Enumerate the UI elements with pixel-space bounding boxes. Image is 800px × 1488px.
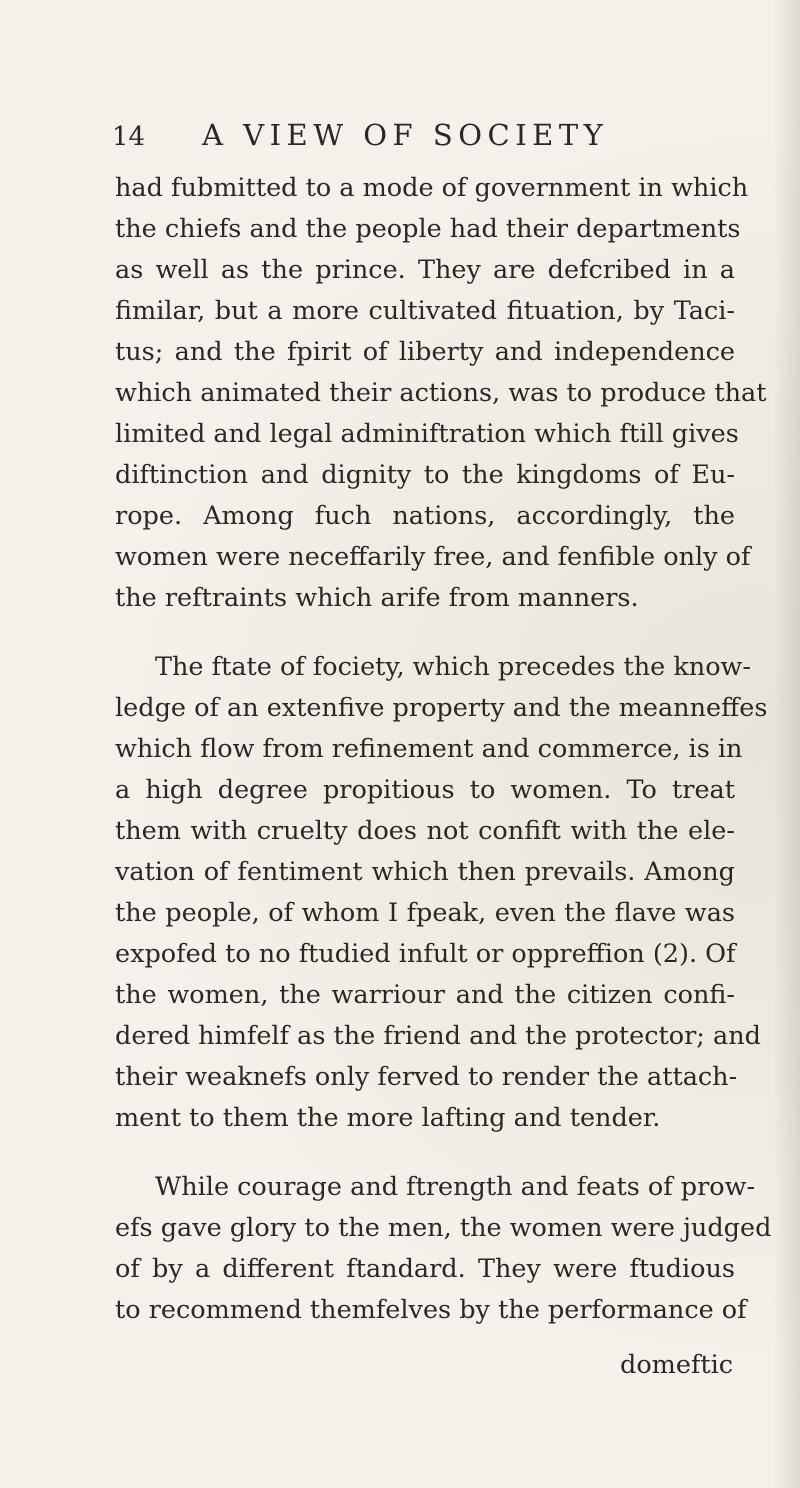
text-line: limited and legal adminiftration which ftill gives: [115, 419, 739, 449]
text-line: the chiefs and the people had their departments: [115, 214, 741, 244]
text-line: diftinction and dignity to the kingdoms of Eu-: [115, 460, 735, 490]
page-header: [112, 118, 732, 168]
text-line: as well as the prince. They are defcribed in a: [115, 255, 735, 285]
text-line: their weaknefs only ferved to render the attach-: [115, 1062, 738, 1092]
text-line: vation of fentiment which then prevails. Among: [115, 857, 735, 887]
body-text: [115, 168, 772, 1359]
paragraph-2: [115, 647, 768, 1139]
text-line: which animated their actions, was to produce that: [115, 378, 767, 408]
page-number: 14: [112, 122, 146, 152]
text-line: tus; and the fpirit of liberty and independence: [115, 337, 735, 367]
text-line: a high degree propitious to women. To treat: [115, 775, 735, 805]
text-line: ment to them the more lafting and tender.: [115, 1103, 661, 1133]
text-line: them with cruelty does not confift with the ele-: [115, 816, 735, 846]
text-line: ledge of an extenfive property and the meanneffes: [115, 693, 768, 723]
text-line: the people, of whom I fpeak, even the flave was: [115, 898, 735, 928]
text-line: the women, the warriour and the citizen confi-: [115, 980, 735, 1010]
text-line: expofed to no ftudied infult or oppreffion (2). Of: [115, 939, 736, 969]
text-line: the reftraints which arife from manners.: [115, 583, 639, 613]
paragraph-3: [115, 1167, 772, 1331]
text-line: which flow from refinement and commerce, is in: [115, 734, 743, 764]
text-line: of by a different ftandard. They were ftudious: [115, 1254, 735, 1284]
text-line: had fubmitted to a mode of government in which: [115, 173, 749, 203]
text-line: fimilar, but a more cultivated fituation, by Taci-: [115, 296, 735, 326]
page-edge-shadow: [772, 0, 800, 1488]
paragraph-1: [115, 168, 767, 619]
text-line: women were neceffarily free, and fenfible only of: [115, 542, 751, 572]
catchword: domeftic: [620, 1350, 734, 1380]
text-line: The ftate of fociety, which precedes the know-: [155, 652, 751, 682]
text-line: efs gave glory to the men, the women were judged: [115, 1213, 772, 1243]
text-line: to recommend themfelves by the performance of: [115, 1295, 747, 1325]
text-line: While courage and ftrength and feats of prow-: [155, 1172, 756, 1202]
running-title: A VIEW OF SOCIETY: [202, 118, 609, 152]
text-line: dered himfelf as the friend and the protector; and: [115, 1021, 761, 1051]
text-line: rope. Among fuch nations, accordingly, the: [115, 501, 735, 531]
